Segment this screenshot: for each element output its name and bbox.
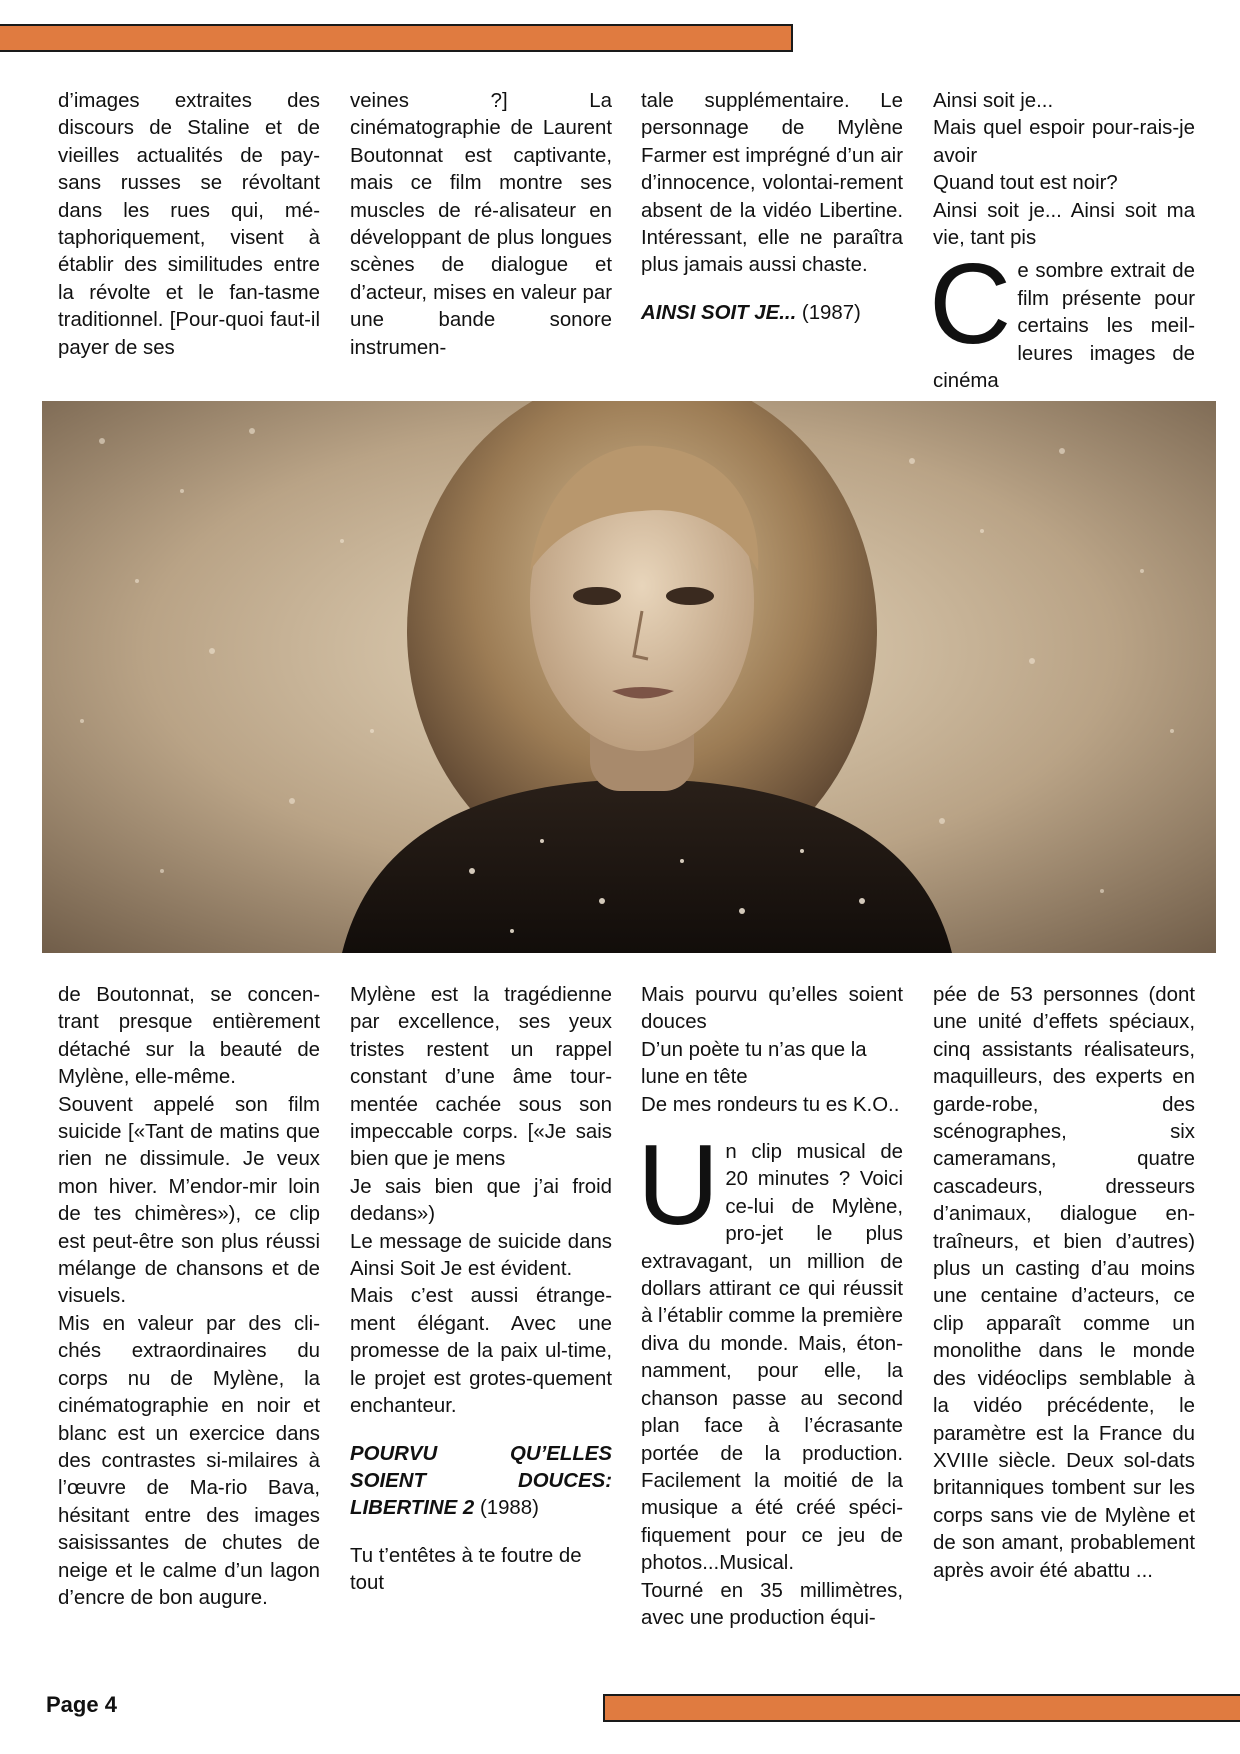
article-column-1-top (58, 88, 320, 362)
paragraph-with-dropcap (637, 1122, 903, 1578)
header-accent-bar (0, 24, 793, 52)
article-column-2-top (350, 88, 612, 362)
article-column-3-bottom (637, 982, 903, 1632)
portrait-illustration (42, 401, 1216, 953)
section-title: POURVU QU’ELLES SOIENT DOUCES: LIBERTINE 2 (350, 1442, 612, 1520)
lyric-line: Mais pourvu qu’elles soient douces (641, 984, 903, 1034)
paragraph: de Boutonnat, se concen-trant presque entièrement détaché sur la beauté de Mylène, elle-même. (58, 984, 320, 1089)
section-heading (350, 1441, 612, 1523)
paragraph: Je sais bien que j’ai froid dedans») (350, 1175, 612, 1226)
article-column-4-bottom (933, 982, 1195, 1585)
article-column-1-bottom (58, 982, 320, 1612)
paragraph: Mis en valeur par des cli-chés extraordinaires du corps nu de Mylène, la cinématographie en noir et blanc est un exercice dans des contrastes si-milaires à l’œuvre de Ma-rio Bava, hésitant entre des images saisissantes de chutes de neige et le calme d’un lagon d’encre de bon augure. (58, 1312, 320, 1609)
hero-photo (42, 401, 1216, 953)
paragraph: Tourné en 35 millimètres, avec une production équi- (641, 1579, 903, 1629)
lyric-line: Ainsi soit je... (933, 90, 1054, 112)
paragraph: Mylène est la tragédienne par excellence, ses yeux tristes restent un rappel constant d’une âme tour-mentée cachée sous son impeccable corps. [«Je sais bien que je mens (350, 984, 612, 1171)
paragraph-text: n clip musical de 20 minutes ? Voici ce-lui de Mylène, pro-jet le plus extravagant, un million de dollars attirant ce qui réussit à l’établir comme la première diva du monde. Mais, éton-namment, pour elle, la chanson passe au second plan face à l’écrasante portée de la production. Facilement la moitié de la musique a été créé spéci-fiquement pour ce jeu de photos...Musical. (641, 1141, 903, 1575)
lyric-line: De mes rondeurs tu es K.O.. (641, 1093, 900, 1116)
section-heading (641, 300, 903, 327)
paragraph: Souvent appelé son film suicide [«Tant de matins que rien ne dissimule. Je veux mon hiver. M’endor-mir loin de tes chimères»), ce clip est peut-être son plus réussi mélange de chansons et de visuels. (58, 1093, 320, 1308)
paragraph: pée de 53 personnes (dont une unité d’effets spéciaux, cinq assistants réalisateurs, maquilleurs, des experts en garde-robe, des scénographes, six cameramans, quatre cascadeurs, dresseurs d’animaux, dialogue en-traîneurs, et bien d’autres) plus un casting d’au moins une centaine d’acteurs, ce clip apparaît comme un monolithe dans le monde des vidéoclips semblable à la vidéo précédente, le paramètre est la France du XVIIIe siècle. Deux sol-dats britanniques tombent sur les corps sans vie de Mylène et de son amant, probablement après avoir été abattu ... (933, 984, 1195, 1582)
section-title: AINSI SOIT JE... (641, 301, 797, 324)
section-year: (1987) (801, 301, 861, 324)
lyric-line: Tu t’entêtes à te foutre de tout (350, 1544, 582, 1595)
paragraph-with-dropcap (929, 241, 1195, 395)
paragraph: Mais c’est aussi étrange-ment élégant. Avec une promesse de la paix ul-time, le projet est grotes-quement enchanteur. (350, 1285, 612, 1418)
footer-accent-bar (603, 1694, 1240, 1722)
paragraph: d’images extraites des discours de Staline et de vieilles actualités de pay-sans russes se révoltant dans les rues qui, mé-taphoriquement, visent à établir des similitudes entre la révolte et le fan-tasme traditionnel. [Pour-quoi faut-il payer de ses (58, 90, 320, 359)
paragraph: Le message de suicide dans Ainsi Soit Je est évident. (350, 1230, 612, 1281)
lyric-line: Quand tout est noir? (933, 172, 1118, 195)
article-column-4-top (929, 88, 1195, 395)
lyric-line: Mais quel espoir pour-rais-je avoir (933, 117, 1195, 167)
drop-cap: U (637, 1122, 720, 1250)
drop-cap: C (929, 241, 1012, 369)
lyric-line: D’un poète tu n’as que la lune en tête (641, 1038, 867, 1089)
article-column-2-bottom (350, 982, 612, 1598)
paragraph-text: e sombre extrait de film présente pour certains les meil-leures images de cinéma (933, 260, 1195, 393)
article-column-3-top (641, 88, 903, 327)
lyric-line: Ainsi soit je... Ainsi soit ma vie, tant pis (933, 199, 1195, 250)
paragraph: tale supplémentaire. Le personnage de Mylène Farmer est imprégné d’un air d’innocence, volontai-rement absent de la vidéo Libertine. Intéressant, elle ne paraîtra plus jamais aussi chaste. (641, 90, 903, 277)
paragraph: veines ?] La cinématographie de Laurent Boutonnat est captivante, mais ce film montre ses muscles de ré-alisateur en développant de plus longues scènes de dialogue et d’acteur, mises en valeur par une bande sonore instrumen- (350, 90, 612, 359)
page-number: Page 4 (46, 1692, 117, 1717)
section-year: (1988) (479, 1497, 539, 1520)
